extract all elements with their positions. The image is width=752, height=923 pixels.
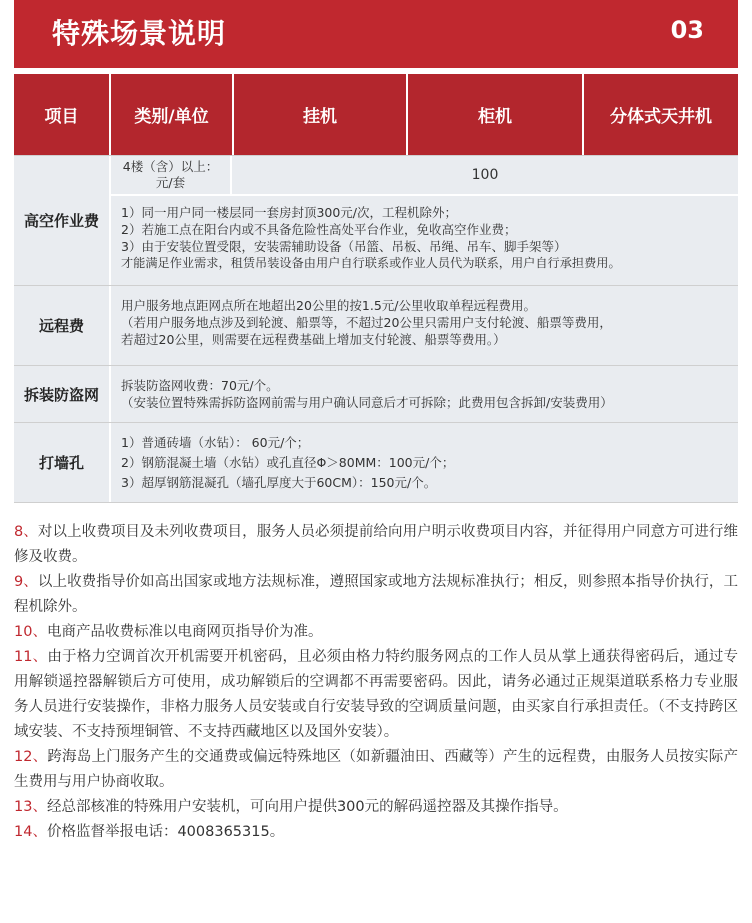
- note-number: 11、: [14, 649, 48, 665]
- anti-theft-line-1: 拆装防盗网收费：70元/个。: [121, 378, 279, 393]
- wall-hole-line-1: 1）普通砖墙（水钻）： 60元/个；: [121, 435, 310, 450]
- note-11: [14, 645, 738, 745]
- note-10: [14, 620, 738, 645]
- note-9: [14, 570, 738, 620]
- column-header-wall-unit: 挂机: [234, 74, 408, 155]
- note-number: 9、: [14, 574, 38, 590]
- high-altitude-price-row: [111, 156, 738, 196]
- note-text: 跨海岛上门服务产生的交通费或偏远特殊地区（如新疆油田、西藏等）产生的远程费，由服务人员按实际产生费用与用户协商收取。: [14, 749, 739, 790]
- fee-table: [14, 156, 738, 503]
- note-number: 10、: [14, 624, 47, 640]
- row-content-remote: [111, 286, 738, 365]
- column-header-ceiling-unit: 分体式天井机: [584, 74, 738, 155]
- note-number: 8、: [14, 524, 38, 540]
- note-number: 13、: [14, 799, 47, 815]
- wall-hole-line-3: 3）超厚钢筋混凝孔（墙孔厚度大于60CM）：150元/个。: [121, 475, 437, 490]
- table-row-anti-theft: [14, 366, 738, 423]
- row-content-anti-theft: [111, 366, 738, 422]
- row-label-anti-theft: 拆装防盗网: [14, 366, 111, 422]
- remote-line-3: 若超过20公里，则需要在远程费基础上增加支付轮渡、船票等费用。）: [121, 332, 506, 347]
- note-text: 对以上收费项目及未列收费项目，服务人员必须提前给向用户明示收费项目内容，并征得用户同意方可进行维修及收费。: [14, 524, 738, 565]
- note-12: [14, 745, 738, 795]
- high-altitude-note-1: 1）同一用户同一楼层同一套房封顶300元/次，工程机除外；: [121, 205, 458, 220]
- note-text: 电商产品收费标准以电商网页指导价为准。: [46, 624, 323, 640]
- row-label-high-altitude: 高空作业费: [14, 156, 111, 285]
- page-title: 特殊场景说明: [52, 17, 227, 50]
- note-text: 经总部核准的特殊用户安装机，可向用户提供300元的解码遥控器及其操作指导。: [46, 799, 568, 815]
- page-number: 03: [670, 16, 704, 44]
- remote-line-1: 用户服务地点距网点所在地超出20公里的按1.5元/公里收取单程远程费用。: [121, 298, 536, 313]
- high-altitude-unit: 4楼（含）以上：元/套: [111, 156, 232, 194]
- column-header-cabinet-unit: 柜机: [408, 74, 584, 155]
- row-label-remote: 远程费: [14, 286, 111, 365]
- table-row-remote: [14, 286, 738, 366]
- table-row-high-altitude: [14, 156, 738, 286]
- notes-section: [14, 520, 738, 845]
- note-number: 12、: [14, 749, 48, 765]
- note-14: [14, 820, 738, 845]
- row-content-wall-hole: [111, 423, 738, 502]
- high-altitude-note-4: 才能满足作业需求，租赁吊装设备由用户自行联系或作业人员代为联系，用户自行承担费用。: [121, 256, 621, 270]
- note-13: [14, 795, 738, 820]
- remote-line-2: （若用户服务地点涉及到轮渡、船票等，不超过20公里只需用户支付轮渡、船票等费用，: [121, 315, 612, 330]
- high-altitude-note-2: 2）若施工点在阳台内或不具备危险性高处平台作业，免收高空作业费；: [121, 222, 517, 237]
- high-altitude-value: 100: [471, 167, 499, 183]
- wall-hole-line-2: 2）钢筋混凝土墙（水钻）或孔直径Φ＞80MM：100元/个；: [121, 455, 455, 470]
- column-header-category: 类别/单位: [111, 74, 234, 155]
- row-label-wall-hole: 打墙孔: [14, 423, 111, 502]
- row-content-high-altitude: [111, 156, 738, 285]
- note-text: 由于格力空调首次开机需要开机密码，且必须由格力特约服务网点的工作人员从掌上通获得密码后，通过专用解锁遥控器解锁后方可使用，成功解锁后的空调都不再需要密码。因此，请务必通过正规渠道联系格力专业服务人员进行安装操作，非格力服务人员安装或自行安装导致的空调质量问题，由买家自行承担责任。（不支持跨区域安装、不支持预埋铜管、不支持西藏地区以及国外安装）。: [14, 649, 739, 740]
- table-row-wall-hole: [14, 423, 738, 503]
- note-text: 价格监督举报电话：4008365315。: [46, 824, 285, 840]
- anti-theft-line-2: （安装位置特殊需拆防盗网前需与用户确认同意后才可拆除；此费用包含拆卸/安装费用）: [121, 395, 613, 410]
- column-header-item: 项目: [14, 74, 111, 155]
- page-header: [14, 0, 738, 68]
- table-header: [14, 74, 738, 156]
- note-number: 14、: [14, 824, 47, 840]
- high-altitude-note-3: 3）由于安装位置受限，安装需辅助设备（吊篮、吊板、吊绳、吊车、脚手架等）: [121, 239, 567, 254]
- note-8: [14, 520, 738, 570]
- note-text: 以上收费指导价如高出国家或地方法规标准，遵照国家或地方法规标准执行；相反，则参照本指导价执行，工程机除外。: [14, 574, 738, 615]
